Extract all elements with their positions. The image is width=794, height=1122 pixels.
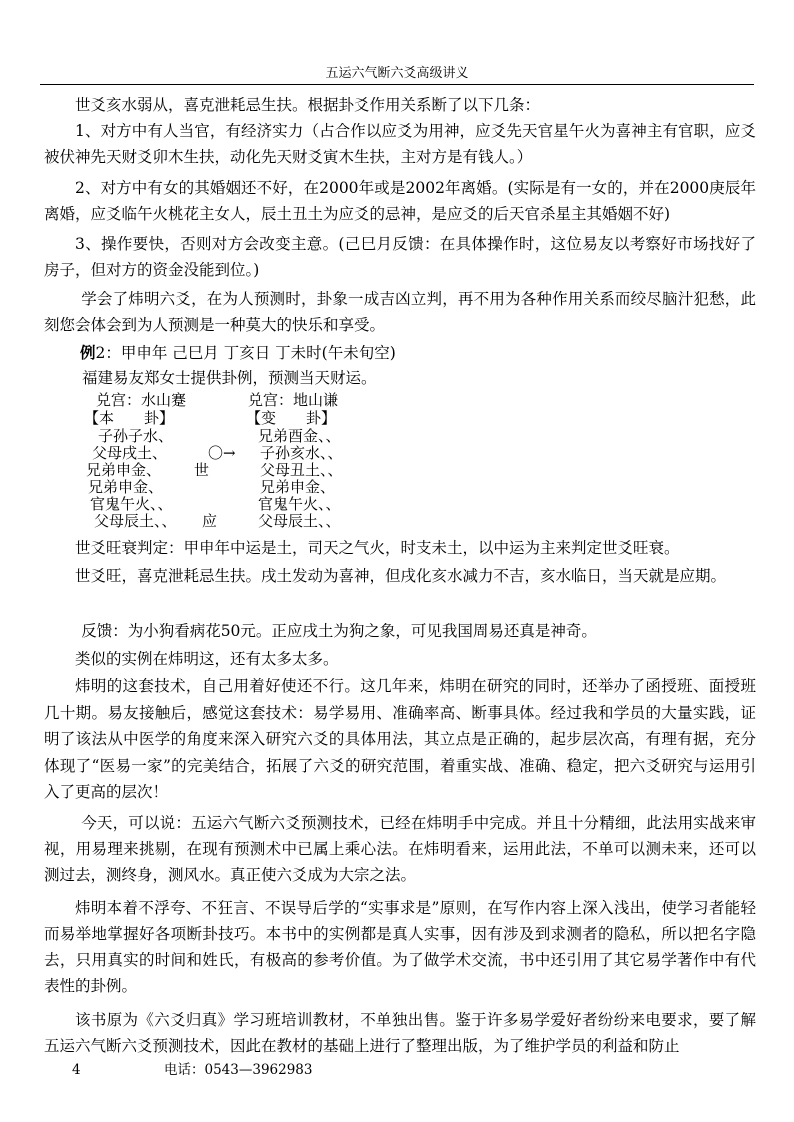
- paragraph-point-1: 1、对方中有人当官，有经济实力（占合作以应爻为用神，应爻先天官星午火为喜神主有官职，应爻被伏神先天财爻卯木生扶，动化先天财爻寅木生扶，主对方是有钱人。）: [44, 122, 756, 166]
- page-number: 4: [72, 1062, 81, 1078]
- analysis-conclusion: 世爻旺，喜克泄耗忌生扶。戌土发动为喜神，但戌化亥水减力不吉，亥水临日，当天就是应期。: [75, 567, 727, 585]
- ying-marker: 应: [202, 512, 218, 530]
- page-header: [40, 66, 754, 85]
- paragraph-intro: 世爻亥水弱从，喜克泄耗忌生扶。根据卦爻作用关系断了以下几条：: [75, 96, 541, 114]
- bian-line-5: 子孙亥水、、: [260, 444, 343, 462]
- bian-line-1: 父母辰土、、: [258, 512, 341, 530]
- ben-line-4: 兄弟申金、: [86, 461, 162, 479]
- bian-line-6: 兄弟酉金、、: [258, 427, 341, 445]
- example-label: 例: [80, 343, 96, 362]
- shi-marker: 世: [194, 461, 210, 479]
- bian-line-2: 官鬼午火、、: [258, 495, 341, 513]
- ben-line-3: 兄弟申金、: [88, 478, 164, 496]
- paragraph-similar-cases: 类似的实例在炜明这，还有太多太多。: [75, 650, 339, 668]
- analysis-strength: 世爻旺衰判定：甲申年中运是土，司天之气火，时支未土，以中运为主来判定世爻旺衰。: [75, 539, 680, 557]
- paragraph-principle: 炜明本着不浮夸、不狂言、不误导后学的“实事求是”原则，在写作内容上深入浅出，使学习者能轻而易举地掌握好各项断卦技巧。本书中的实例都是真人实事，因有涉及到求测者的隐私，所以把名字隐去，只用真实的时间和姓氏，有极高的参考价值。为了做学术交流，书中还引用了其它易学著作中有代表性的卦例。: [44, 899, 756, 995]
- paragraph-point-2: 2、对方中有女的其婚姻还不好，在2000年或是2002年离婚。(实际是有一女的，并在2000庚辰年离婚，应爻临午火桃花主女人，辰土丑土为应爻的忌神，是应爻的后天官杀星主其婚姻不好): [44, 179, 756, 223]
- ben-header: 【本 卦】: [84, 409, 175, 427]
- example-title-line: [80, 342, 396, 364]
- paragraph-technique: 炜明的这套技术，自己用着好使还不行。这几年来，炜明在研究的同时，还举办了函授班、面授班几十期。易友接触后，感觉这套技术：易学易用、准确率高、断事具体。经过我和学员的大量实践，证明了该法从中医学的角度来深入研究六爻的具体用法，其立点是正确的，起步层次高，有理有据，充分体现了“医易一家”的完美结合，拓展了六爻的研究范围，着重实战、准确、稳定，把六爻研究与运用引入了更高的层次！: [44, 677, 756, 802]
- moving-line-arrow: 〇→: [208, 444, 236, 462]
- paragraph-feedback: 反馈：为小狗看病花50元。正应戌土为狗之象，可见我国周易还真是神奇。: [81, 622, 597, 640]
- paragraph-book-origin: 该书原为《六爻归真》学习班培训教材，不单独出售。鉴于许多易学爱好者纷纷来电要求，要了解五运六气断六爻预测技术，因此在教材的基础上进行了整理出版，为了维护学员的利益和防止: [44, 1011, 756, 1055]
- ben-line-5: 父母戌土、: [92, 444, 168, 462]
- bian-palace: 兑宫：地山谦: [248, 391, 339, 409]
- header-title: 五运六气断六爻高级讲义: [325, 66, 469, 81]
- example-title: 2：甲申年 己巳月 丁亥日 丁未时(午未旬空): [95, 344, 396, 362]
- bian-line-3: 兄弟申金、: [260, 478, 336, 496]
- ben-line-2: 官鬼午火、、: [90, 495, 173, 513]
- paragraph-summary: 学会了炜明六爻，在为人预测时，卦象一成吉凶立判，再不用为各种作用关系而绞尽脑汁犯愁，此刻您会体会到为人预测是一种莫大的快乐和享受。: [44, 290, 756, 334]
- bian-line-4: 父母丑土、、: [260, 461, 343, 479]
- paragraph-point-3: 3、操作要快，否则对方会改变主意。(己巳月反馈：在具体操作时，这位易友以考察好市场找好了房子，但对方的资金没能到位。): [44, 235, 756, 279]
- paragraph-today: 今天，可以说：五运六气断六爻预测技术，已经在炜明手中完成。并且十分精细，此法用实战来审视，用易理来挑剔，在现有预测术中已属上乘心法。在炜明看来，运用此法，不单可以测未来，还可以测过去，测终身，测风水。真正使六爻成为大宗之法。: [44, 814, 756, 884]
- ben-line-6: 子孙子水、: [98, 427, 174, 445]
- example-source: 福建易友郑女士提供卦例，预测当天财运。: [82, 369, 377, 387]
- ben-palace: 兑宫：水山蹇: [96, 391, 187, 409]
- footer-phone: 电话：0543—3962983: [164, 1062, 313, 1078]
- ben-line-1: 父母辰土、、: [94, 512, 177, 530]
- bian-header: 【变 卦】: [246, 409, 337, 427]
